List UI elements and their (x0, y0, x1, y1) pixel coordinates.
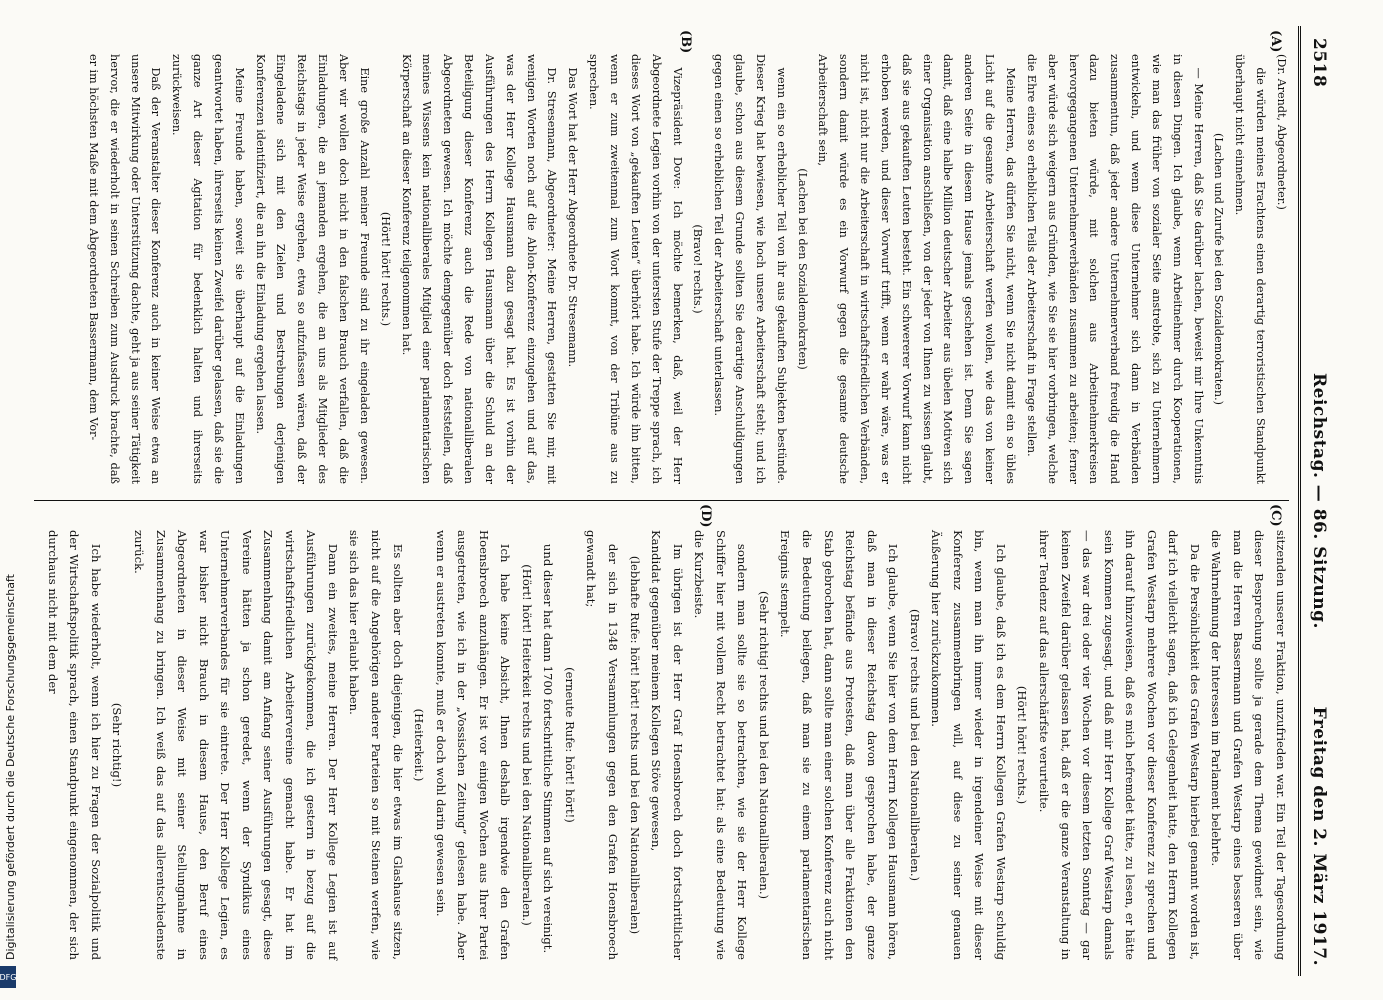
interjection: (erneute Rufe: hört! hört!) (562, 667, 577, 823)
interjection: (Hört! hört! rechts.) (1015, 685, 1030, 805)
newspaper-page (28, 26, 1333, 976)
header-date: Freitag den 2. März 1917. (1309, 706, 1329, 966)
left-column (82, 54, 1291, 484)
paragraph: Ich habe keine Absicht, Ihnen deshalb irgendwie den Grafen Hoensbroech anzuhängen. Er ist vor einigen Wochen aus Ihrer Partei ausgetreten, wie ich in der „Vossischen Zeitung“ gelesen habe. Aber wenn er austreten konnte, muß er doch wohl darin gewesen sein. (433, 530, 513, 960)
margin-marker-c: (C) (1268, 504, 1283, 527)
paragraph: der sich in 1348 Versammlungen gegen den Grafen Hoensbroech gewandt hat; (584, 530, 621, 960)
column-divider (34, 500, 1289, 501)
interjection: (Bravo! rechts und bei den Nationalliberalen.) (907, 608, 922, 882)
interjection: (Sehr richtig! rechts und bei den Nationalliberalen.) (756, 590, 771, 900)
paragraph: Ich glaube, wenn Sie hier von dem Herrn Kollegen Hausmann hören, daß man in dieser Reichstag davon gesprochen habe, der ganze Reichstag befände aus Protesten, daß man über alle Fraktionen den Stab gebrochen hat, dann sollte man einer solchen Konferenz auch nicht die Bedeutung beilegen, daß man sie zu einem parlamentarischen Ereignis stempelt. (778, 530, 901, 960)
interjection: (Bravo! rechts.) (691, 224, 705, 314)
margin-marker-d: (D) (698, 504, 713, 528)
margin-marker-b: (B) (678, 30, 693, 54)
paragraph: sondern man sollte sie so betrachten, wie sie der Herr Kollege Schiffer hier mit vollem Recht betrachtet hat: als eine Bedeutung wie die Kurzbeiste. (692, 530, 750, 960)
paragraph: Eine große Anzahl meiner Freunde sind zu ihr eingeladen gewesen. Aber wir wollen doch nicht in den falschen Brauch verfallen, daß die Einladungen, die an jemanden ergehen, die an uns als Mitglieder des Reichstags in jeder Weise ergehen, etwa so aufzufassen wären, daß der Eingeladene sich mit den Zielen und Bestrebungen derjenigen Konferenzen identifiziert, die an ihn die Einladung ergehen lassen. (253, 54, 371, 484)
paragraph: Dann ein zweites, meine Herren. Der Herr Kollege Legien ist auf Ausführungen zurückgekommen, die ich gestern in bezug auf die wirtschaftsfriedlichen Arbeitervereine gemacht habe. Er hat im Zusammenhang damit am Anfang seiner Ausführungen gesagt, diese Vereine hätten ja schon geredet, wenn der Syndikus eines Unternehmerverbandes für sie eintrete. Der Herr Kollege Legien, es war bisher nicht Brauch in diesem Hause, den Beruf eines Abgeordneten in dieser Weise mit seiner Stellungnahme in Zusammenhang zu bringen. Ich weiß das auf das allerentschiedenste zurück. (132, 530, 340, 960)
paragraph: Das Wort hat der Herr Abgeordnete Dr. Stresemann. (566, 67, 580, 368)
paragraph: Es sollten aber doch diejenigen, die hier etwas im Glashause sitzen, nicht auf die Angehörigen anderer Parteien so mit Steinen werfen, wie sie sich das hier erlaubt haben. (347, 530, 405, 960)
paragraph: Ich habe wiederholt, wenn ich hier zu Fragen der Sozialpolitik und der Wirtschaftspolitik sprach, einen Standpunkt eingenommen, der sich durchaus nicht mit dem der (45, 530, 103, 960)
paragraph: Meine Freunde haben, soweit sie überhaupt auf die Einladungen geantwortet haben, ihrerseits keinen Zweifel darüber gelassen, daß sie die ganze Art dieser Agitation für bedenklich halten und ihrerseits zurückweisen. (170, 54, 246, 484)
interjection: (Sehr richtig!) (110, 702, 125, 788)
paragraph: wenn ein so erheblicher Teil von ihr aus gekauften Subjekten bestünde. Dieser Krieg hat bewiesen, wie hoch unsere Arbeiterschaft steht; und ich glaube, schon aus diesem Grunde sollten Sie derartige Anschuldigungen gegen einen so erheblichen Teil der Arbeiterschaft unterlassen. (712, 54, 788, 484)
paragraph: Daß der Veranstalter dieser Konferenz auch in keiner Weise etwa an unsere Mitwirkung oder Unterstützung dachte, geht ja aus seiner Tätigkeit hervor, die er wiederholt in seinen Schreiben zum Ausdruck brachte, daß er im höchsten Maße mit dem Abgeordneten Bassermann, dem Vor- (86, 54, 163, 484)
margin-marker-a: (A) (1268, 30, 1283, 53)
right-column (41, 530, 1291, 960)
header-rule (1298, 26, 1301, 976)
page-header (1297, 26, 1333, 976)
paragraph: (Dr. Arendt, Abgeordneter.) (1275, 54, 1288, 210)
paragraph: Ich glaube, daß ich es dem Herrn Kollegen Grafen Westarp schuldig bin, wenn man ihn immer wieder in irgendeiner Weise mit dieser Konferenz zusammenbringen will, auf diese zu seiner genauen Äußerung hier zurückzukommen. (929, 530, 1008, 960)
paragraph: Da die Persönlichkeit des Grafen Westarp hierbei genannt worden ist, darf ich vielleicht sagen, daß ich Gelegenheit hatte, den Herrn Kollegen Grafen Westarp mehrere Wochen vor dieser Konferenz zu sprechen und ihn darauf hinzuweisen, daß es mich befremdet hätte, zu lesen, er hätte sein Kommen zugesagt, und daß mir Herr Kollege Graf Westarp damals — das war drei oder vier Wochen vor diesem letzten Sonntag — gar keinen Zweifel darüber gelassen hat, daß er die ganze Veranstaltung in ihrer Tendenz auf das allerschärfste verurteilte. (1036, 530, 1202, 960)
interjection: (lebhafte Rufe: hört! hört! rechts und bei den Nationalliberalen) (627, 555, 642, 935)
digitization-note: Digitalisierung gefördert durch die Deutsche Forschungsgemeinschaft (4, 574, 17, 960)
paragraph: Im übrigen ist der Herr Graf Hoensbroech doch fortschrittlicher Kandidat gegenüber meinem Kollegen Stöve gewesen, (649, 530, 685, 960)
interjection: (Lachen und Zurufe bei den Sozialdemokraten.) (1212, 132, 1226, 406)
interjection: (Heiterkeit.) (412, 708, 427, 782)
interjection: (Lachen bei den Sozialdemokraten) (795, 168, 809, 370)
paragraph: — Meine Herren, daß Sie darüber lachen, beweist mir Ihre Unkenntnis in diesen Dingen. Ich glaube, wenn Arbeitnehmer durch Kooperationen, wie man das früher von sozialer Seite anstrebte, sich zu Unternehmern entwickeln, und wenn diese Unternehmer sich dann in Verbänden zusammentun, daß jeder andere Unternehmerverband freudig die Hand dazu bieten würde, mit solchen aus Arbeitnehmerkreisen hervorgegangenen Unternehmerverbänden zusammen zu arbeiten; ferner aber würde sich weigern aus Gründen, wie Sie sie hier vorbringen, welche die Ehre eines so erheblichen Teils der Arbeiterschaft in Frage stellen. (1024, 54, 1205, 484)
paragraph: sitzenden unserer Fraktion, unzufrieden war. Ein Teil der Tagesordnung dieser Besprechung sollte ja gerade dem Thema gewidmet sein, wie man die Herren Bassermann und Grafen Westarp eines besseren über die Wahrnehmung der Interessen im Parlament belehrte. (1209, 530, 1288, 960)
dfg-logo: DFG (0, 966, 16, 988)
paragraph: Meine Herren, das dürfen Sie nicht, wenn Sie nicht damit ein so übles Licht auf die gesamte Arbeiterschaft werfen wollen, wie das von keiner anderen Seite in diesem Hause jemals geschehen ist. Denn Sie sagen damit, daß eine halbe Million deutscher Arbeiter aus übelen Motiven sich einer Organisation anschließen, von der jeder von Ihnen zu wissen glaubt, daß sie aus gekauften Leuten besteht. Ein schwererer Vorwurf kann nicht erhoben werden, und dieser Vorwurf trifft, wenn er wahr wäre, was er nicht ist, nicht nur die Arbeiterschaft in wirtschaftsfriedlichen Verbänden, sondern damit würde es ein Vorwurf gegen die gesamte deutsche Arbeiterschaft sein, (816, 54, 1018, 484)
paragraph: Dr. Stresemann, Abgeordneter: Meine Herren, gestatten Sie mir, mit wenigen Worten noch auf die Ablon-Konferenz einzugehen und auf das, was der Herr Kollege Hausmann dazu gesagt hat. Es ist vorhin der Ausführungen des Herrn Kollegen Hausmann über die Schuld an der Beteiligung dieser Konferenz auch die Rede von nationalliberalen Abgeordneten gewesen. Ich möchte demgegenüber doch feststellen, daß meines Wissens kein nationalliberales Mitglied einer parlamentarischen Körperschaft an dieser Konferenz teilgenommen hat. (399, 54, 559, 484)
paragraph: Vizepräsident Dove: Ich möchte bemerken, daß, weil der Herr Abgeordnete Legien vorhin von der untersten Stufe der Treppe sprach, ich dieses Wort von „gekauften Leuten“ überhört habe. Ich würde ihn bitten, wenn er zum zweitenmal zum Wort kommt, von der Tribüne aus zu sprechen. (587, 54, 684, 484)
interjection: (Hört! hört! rechts.) (378, 211, 392, 327)
interjection: (Hört! hört! Heiterkeit rechts und bei den Nationalliberalen.) (519, 564, 534, 926)
paragraph: die würden meines Erachtens einen derartig terroristischen Standpunkt überhaupt nicht einnehmen. (1233, 54, 1268, 484)
paragraph: und dieser hat dann 1700 fortschrittliche Stimmen auf sich vereinigt. (541, 543, 556, 954)
header-title: Reichstag. — 86. Sitzung. (1309, 373, 1329, 629)
page-number: 2518 (1309, 38, 1329, 88)
